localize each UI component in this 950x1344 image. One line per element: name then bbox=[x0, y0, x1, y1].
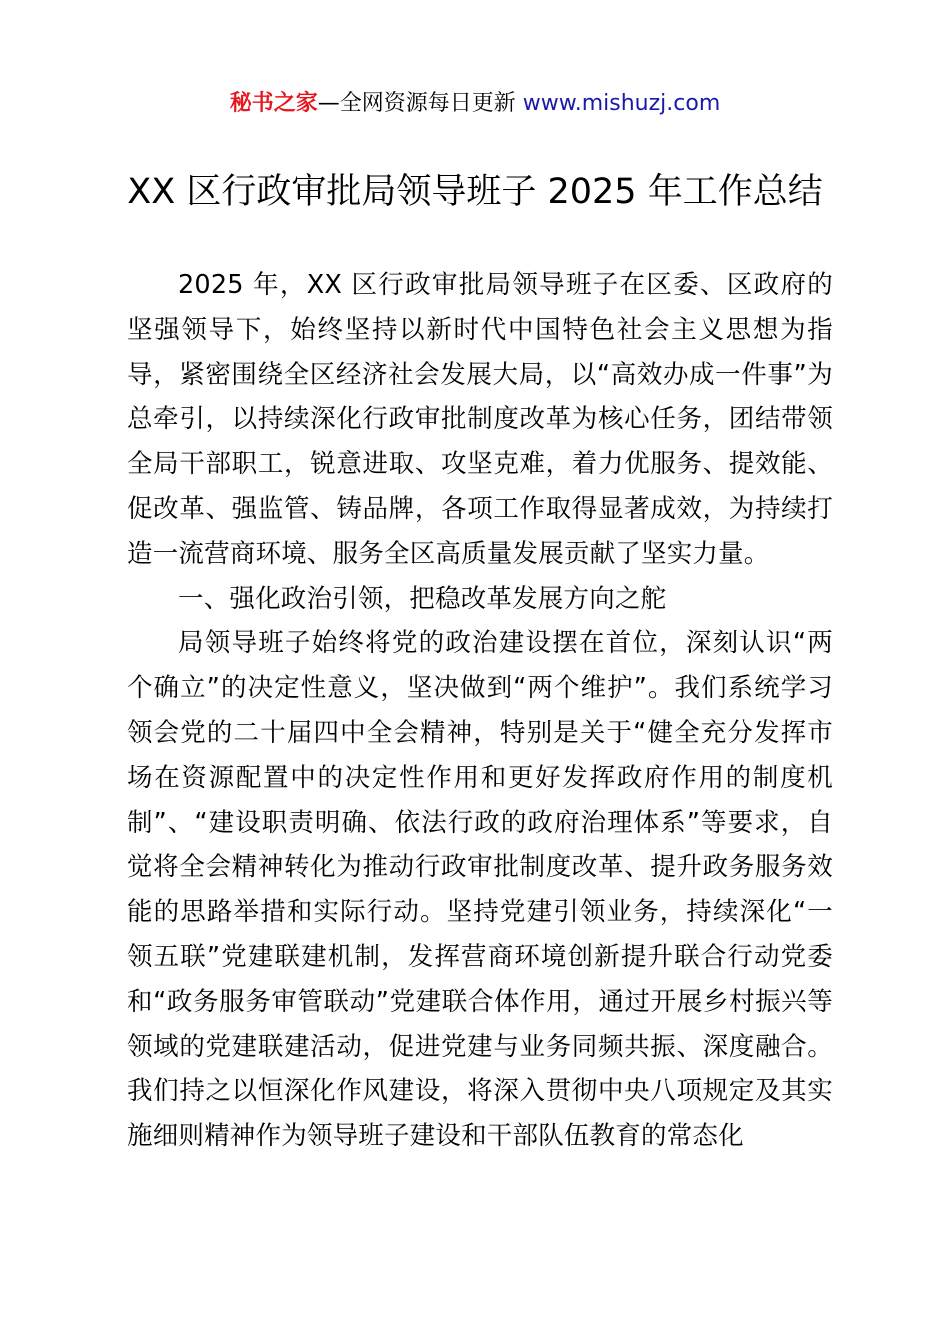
header-brand: 秘书之家 bbox=[229, 91, 318, 116]
document-title: XX 区行政审批局领导班子 2025 年工作总结 bbox=[127, 172, 823, 212]
paragraph-intro: 2025 年，XX 区行政审批局领导班子在区委、区政府的坚强领导下，始终坚持以新时代中国特色社会主义思想为指导，紧密围绕全区经济社会发展大局，以“高效办成一件事”为总牵引，以持续深化行政审批制度改革为核心任务，团结带领全局干部职工，锐意进取、攻坚克难，着力优服务、提效能、促改革、强监管、铸品牌，各项工作取得显著成效，为持续打造一流营商环境、服务全区高质量发展贡献了坚实力量。 bbox=[127, 270, 833, 569]
header-url-link[interactable]: www.mishuzj.com bbox=[522, 91, 721, 116]
document-body bbox=[127, 263, 833, 1159]
section-heading-1: 一、强化政治引领，把稳改革发展方向之舵 bbox=[178, 583, 667, 614]
paragraph-section-1: 局领导班子始终将党的政治建设摆在首位，深刻认识“两个确立”的决定性意义，坚决做到“两个维护”。我们系统学习领会党的二十届四中全会精神，特别是关于“健全充分发挥市场在资源配置中的决定性作用和更好发挥政府作用的制度机制”、“建设职责明确、依法行政的政府治理体系”等要求，自觉将全会精神转化为推动行政审批制度改革、提升政务服务效能的思路举措和实际行动。坚持党建引领业务，持续深化“一领五联”党建联建机制，发挥营商环境创新提升联合行动党委和“政务服务审管联动”党建联合体作用，通过开展乡村振兴等领域的党建联建活动，促进党建与业务同频共振、深度融合。我们持之以恒深化作风建设，将深入贯彻中央八项规定及其实施细则精神作为领导班子建设和干部队伍教育的常态化 bbox=[127, 628, 833, 1152]
site-header bbox=[0, 88, 950, 120]
header-slogan: —全网资源每日更新 bbox=[317, 91, 523, 116]
